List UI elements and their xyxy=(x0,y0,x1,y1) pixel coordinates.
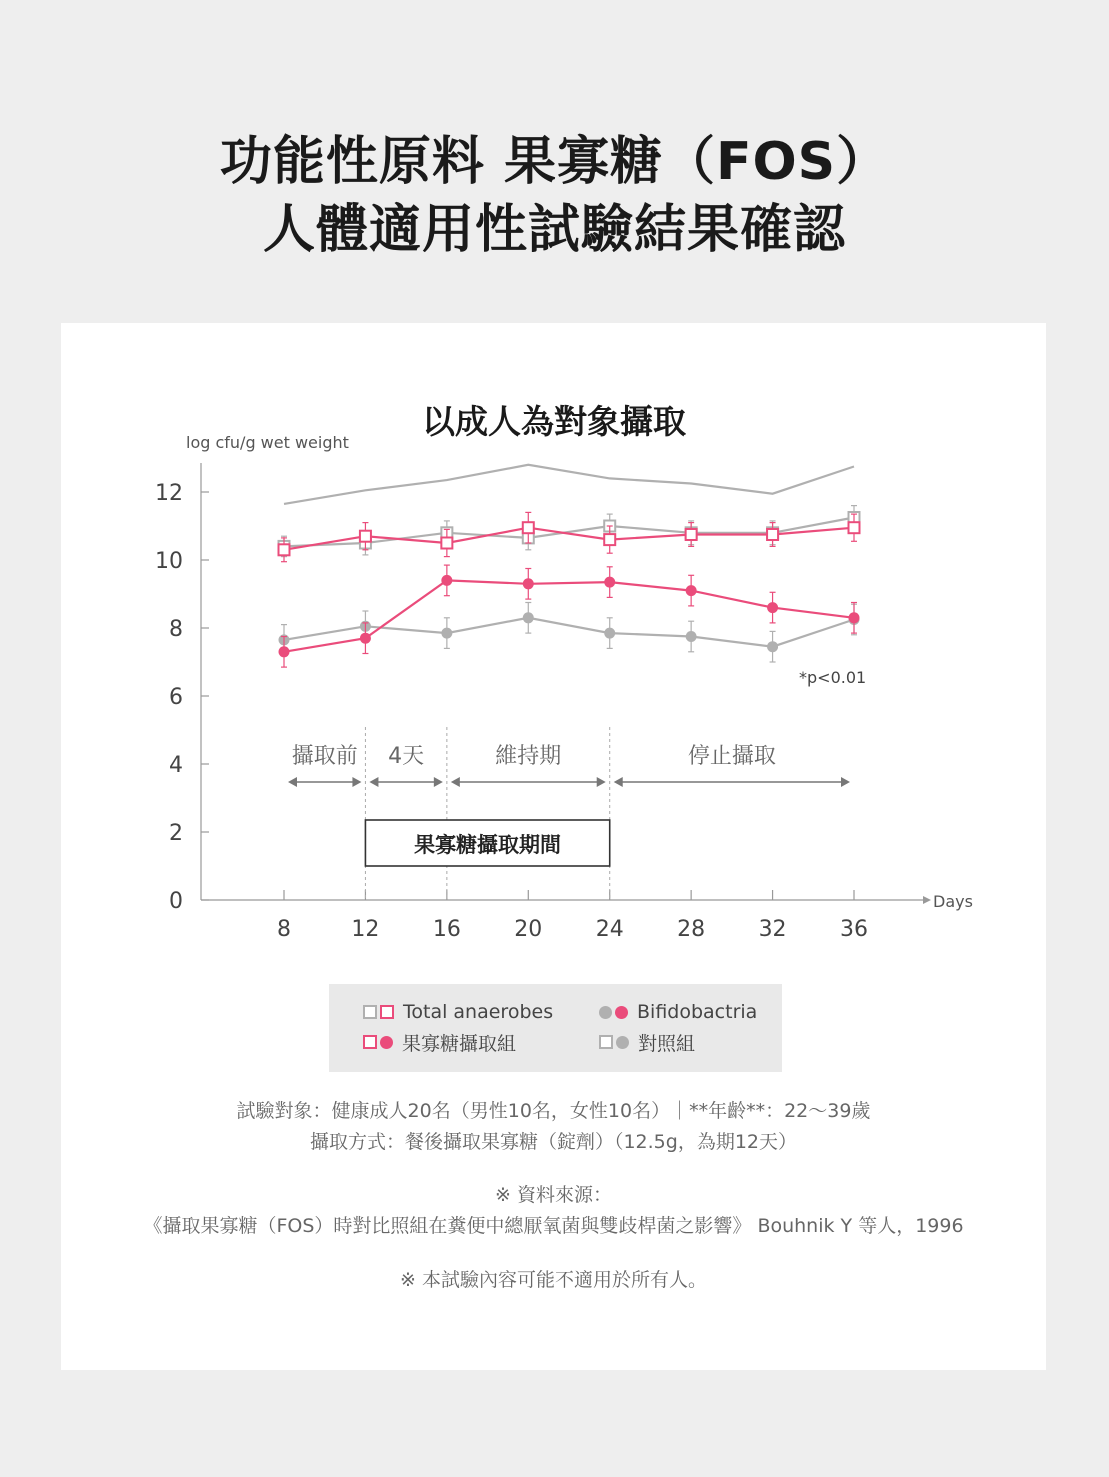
x-tick-label: 32 xyxy=(758,917,787,942)
page-title xyxy=(0,128,1109,264)
phase-label: 維持期 xyxy=(495,744,562,769)
data-point-square xyxy=(441,538,452,549)
data-point-circle xyxy=(686,631,697,642)
data-point-circle xyxy=(360,633,371,644)
legend-control-circle xyxy=(616,1036,629,1049)
source-label: ※ 資料來源： xyxy=(495,1184,612,1206)
legend-total-anaerobes-label: Total anaerobes xyxy=(403,1001,554,1023)
phase-arrow-left xyxy=(614,777,623,787)
study-notes xyxy=(61,1096,1046,1158)
phase-label: 停止攝取 xyxy=(687,744,776,769)
legend-fos-square xyxy=(363,1035,377,1049)
legend-circle-markers xyxy=(599,1006,631,1019)
chart-title: 以成人為對象攝取 xyxy=(422,402,686,441)
legend-square-control xyxy=(363,1005,377,1019)
x-tick-label: 12 xyxy=(351,917,380,942)
series-line xyxy=(284,465,854,504)
significance-note: *p<0.01 xyxy=(799,668,867,687)
y-tick-label: 12 xyxy=(155,481,183,506)
data-point-square xyxy=(523,522,534,533)
legend-control-group xyxy=(599,1028,695,1056)
legend-circle-control xyxy=(599,1006,612,1019)
data-point-square xyxy=(360,531,371,542)
phase-arrow-left xyxy=(369,777,378,787)
source-notes xyxy=(61,1180,1046,1242)
x-axis-label: Days xyxy=(933,892,973,911)
y-tick-label: 8 xyxy=(169,617,183,642)
page-title-line2: 人體適用性試驗結果確認 xyxy=(262,200,846,260)
data-point-circle xyxy=(849,612,860,623)
x-axis-arrowhead xyxy=(923,896,931,904)
legend-fos-group-label: 果寡糖攝取組 xyxy=(402,1032,517,1055)
legend xyxy=(329,984,782,1072)
legend-bifidobacteria-label: Bifidobactria xyxy=(637,1001,758,1023)
legend-fos-circle xyxy=(380,1036,393,1049)
data-point-circle xyxy=(767,641,778,652)
phase-arrow-right xyxy=(434,777,443,787)
source-citation: 《攝取果寡糖（FOS）時對比照組在糞便中總厭氧菌與雙歧桿菌之影響》 Bouhnik Y 等人，1996 xyxy=(143,1215,964,1237)
y-axis-label: log cfu/g wet weight xyxy=(186,433,349,452)
disclaimer: ※ 本試驗內容可能不適用於所有人。 xyxy=(400,1269,707,1291)
phase-arrow-left xyxy=(451,777,460,787)
legend-fos-group xyxy=(363,1028,516,1056)
data-point-circle xyxy=(767,602,778,613)
data-point-square xyxy=(604,534,615,545)
y-tick-label: 4 xyxy=(169,753,183,778)
legend-control-square xyxy=(599,1035,613,1049)
x-tick-label: 28 xyxy=(677,917,706,942)
note-subjects: 試驗對象：健康成人20名（男性10名，女性10名）｜**年齡**：22～39歲 xyxy=(236,1100,871,1122)
phase-arrow-left xyxy=(288,777,297,787)
legend-square-fos xyxy=(380,1005,394,1019)
data-point-square xyxy=(279,544,290,555)
x-tick-label: 20 xyxy=(514,917,543,942)
phase-arrow-right xyxy=(352,777,361,787)
series-line xyxy=(284,618,854,647)
data-point-square xyxy=(849,522,860,533)
y-tick-label: 2 xyxy=(169,821,183,846)
legend-control-markers xyxy=(599,1035,632,1049)
legend-control-group-label: 對照組 xyxy=(638,1032,696,1055)
line-chart xyxy=(61,323,1046,973)
legend-circle-fos xyxy=(615,1006,628,1019)
phase-label: 4天 xyxy=(388,744,425,769)
chart-panel xyxy=(61,323,1046,1370)
legend-square-markers xyxy=(363,1005,397,1019)
data-point-circle xyxy=(604,577,615,588)
phase-label: 攝取前 xyxy=(291,744,358,769)
legend-total-anaerobes xyxy=(363,998,553,1026)
data-point-circle xyxy=(604,628,615,639)
y-tick-label: 6 xyxy=(169,685,183,710)
x-tick-label: 16 xyxy=(432,917,461,942)
legend-bifidobacteria xyxy=(599,998,757,1026)
note-method: 攝取方式：餐後攝取果寡糖（錠劑）（12.5g，為期12天） xyxy=(309,1131,798,1153)
data-point-circle xyxy=(523,612,534,623)
phase-arrow-right xyxy=(597,777,606,787)
data-point-square xyxy=(686,529,697,540)
y-tick-label: 10 xyxy=(155,549,183,574)
legend-fos-markers xyxy=(363,1035,396,1049)
intake-period-label: 果寡糖攝取期間 xyxy=(414,833,562,857)
data-point-square xyxy=(767,529,778,540)
data-point-circle xyxy=(441,575,452,586)
phase-arrow-right xyxy=(841,777,850,787)
y-tick-label: 0 xyxy=(169,889,183,914)
data-point-circle xyxy=(523,578,534,589)
data-point-circle xyxy=(686,585,697,596)
x-tick-label: 36 xyxy=(840,917,868,942)
disclaimer-block xyxy=(61,1265,1046,1296)
page-title-line1: 功能性原料 果寡糖（FOS） xyxy=(219,132,890,192)
data-point-circle xyxy=(279,646,290,657)
x-tick-label: 24 xyxy=(595,917,624,942)
x-tick-label: 8 xyxy=(277,917,291,942)
data-point-circle xyxy=(441,628,452,639)
